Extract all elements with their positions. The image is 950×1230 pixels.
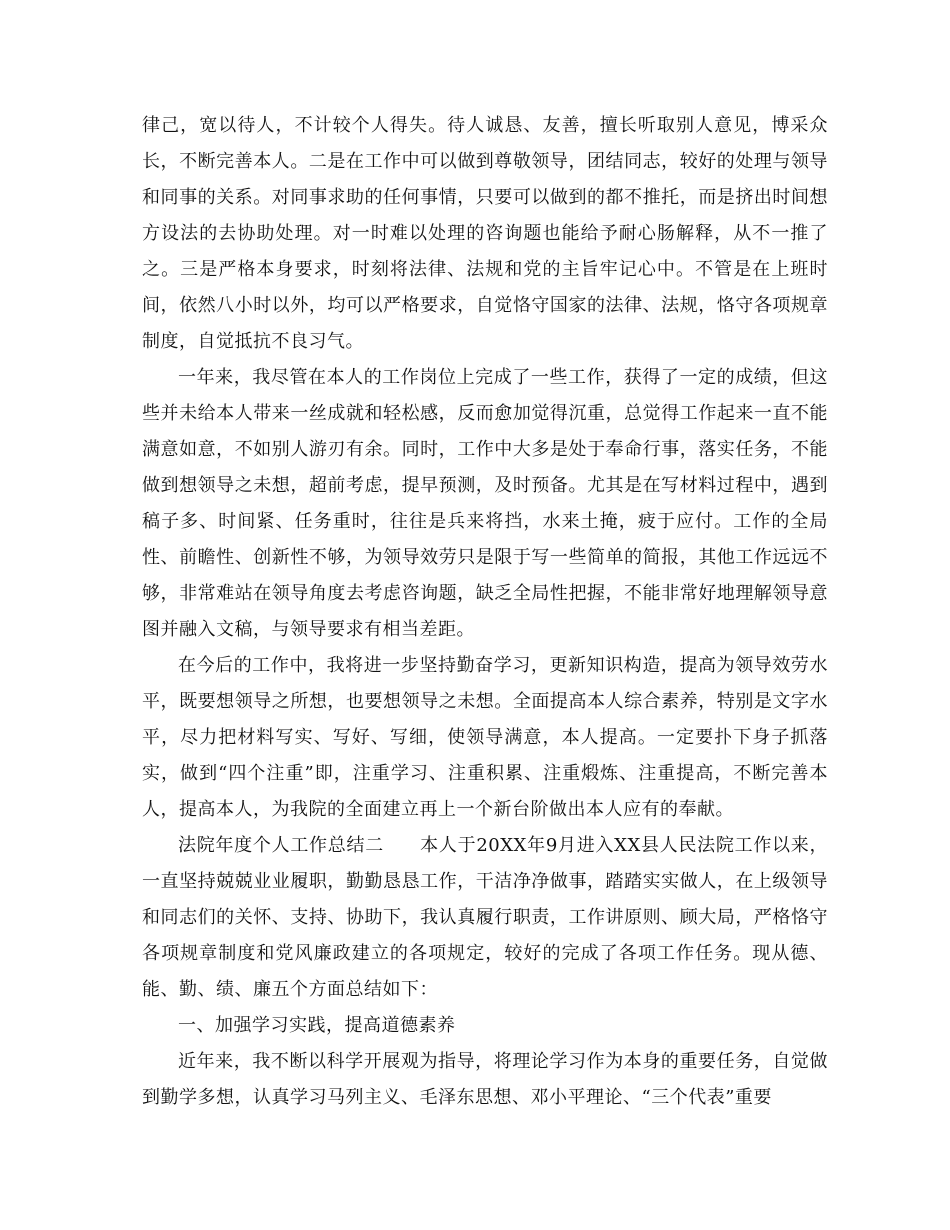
paragraph-6 — [142, 1044, 828, 1116]
paragraph-text: 律己，宽以待人，不计较个人得失。待人诚恳、友善，擅长听取别人意见，博采众长，不断完善本人。二是在工作中可以做到尊敬领导，团结同志，较好的处理与领导和同事的关系。对同事求助的任何事情，只要可以做到的都不推托，而是挤出时间想方设法的去协助处理。对一时难以处理的咨询题也能给予耐心肠解释，从不一推了之。三是严格本身要求，时刻将法律、法规和党的主旨牢记心中。不管是在上班时间，依然八小时以外，均可以严格要求，自觉恪守国家的法律、法规，恪守各项规章制度，自觉抵抗不良习气。 — [142, 115, 828, 352]
paragraph-2 — [142, 360, 828, 648]
document-body — [142, 108, 828, 1116]
paragraph-4 — [142, 828, 828, 1008]
paragraph-5 — [142, 1008, 828, 1044]
paragraph-1 — [142, 108, 828, 360]
section-subheading: 一、加强学习实践，提高道德素养 — [178, 1015, 456, 1036]
paragraph-text: 本人于20XX年9月进入XX县人民法院工作以来，一直坚持兢兢业业履职，勤勤恳恳工作，干洁净净做事，踏踏实实做人，在上级领导和同志们的关怀、支持、协助下，我认真履行职责，工作讲原则、顾大局，严格恪守各项规章制度和党风廉政建立的各项规定，较好的完成了各项工作任务。现从德、能、勤、绩、廉五个方面总结如下： — [142, 835, 829, 1000]
paragraph-text: 近年来，我不断以科学开展观为指导，将理论学习作为本身的重要任务，自觉做到勤学多想，认真学习马列主义、毛泽东思想、邓小平理论、“三个代表”重要 — [142, 1051, 828, 1108]
paragraph-3 — [142, 648, 828, 828]
section-heading: 法院年度个人工作总结二 — [178, 835, 384, 856]
paragraph-text: 一年来，我尽管在本人的工作岗位上完成了一些工作，获得了一定的成绩，但这些并未给本人带来一丝成就和轻松感，反而愈加觉得沉重，总觉得工作起来一直不能满意如意，不如别人游刃有余。同时，工作中大多是处于奉命行事，落实任务，不能做到想领导之未想，超前考虑，提早预测，及时预备。尤其是在写材料过程中，遇到稿子多、时间紧、任务重时，往往是兵来将挡，水来土掩，疲于应付。工作的全局性、前瞻性、创新性不够，为领导效劳只是限于写一些简单的简报，其他工作远远不够，非常难站在领导角度去考虑咨询题，缺乏全局性把握，不能非常好地理解领导意图并融入文稿，与领导要求有相当差距。 — [142, 367, 828, 640]
paragraph-text: 在今后的工作中，我将进一步坚持勤奋学习，更新知识构造，提高为领导效劳水平，既要想领导之所想，也要想领导之未想。全面提高本人综合素养，特别是文字水平，尽力把材料写实、写好、写细，使领导满意，本人提高。一定要扑下身子抓落实，做到“四个注重”即，注重学习、注重积累、注重煅炼、注重提高，不断完善本人，提高本人，为我院的全面建立再上一个新台阶做出本人应有的奉献。 — [142, 655, 828, 820]
